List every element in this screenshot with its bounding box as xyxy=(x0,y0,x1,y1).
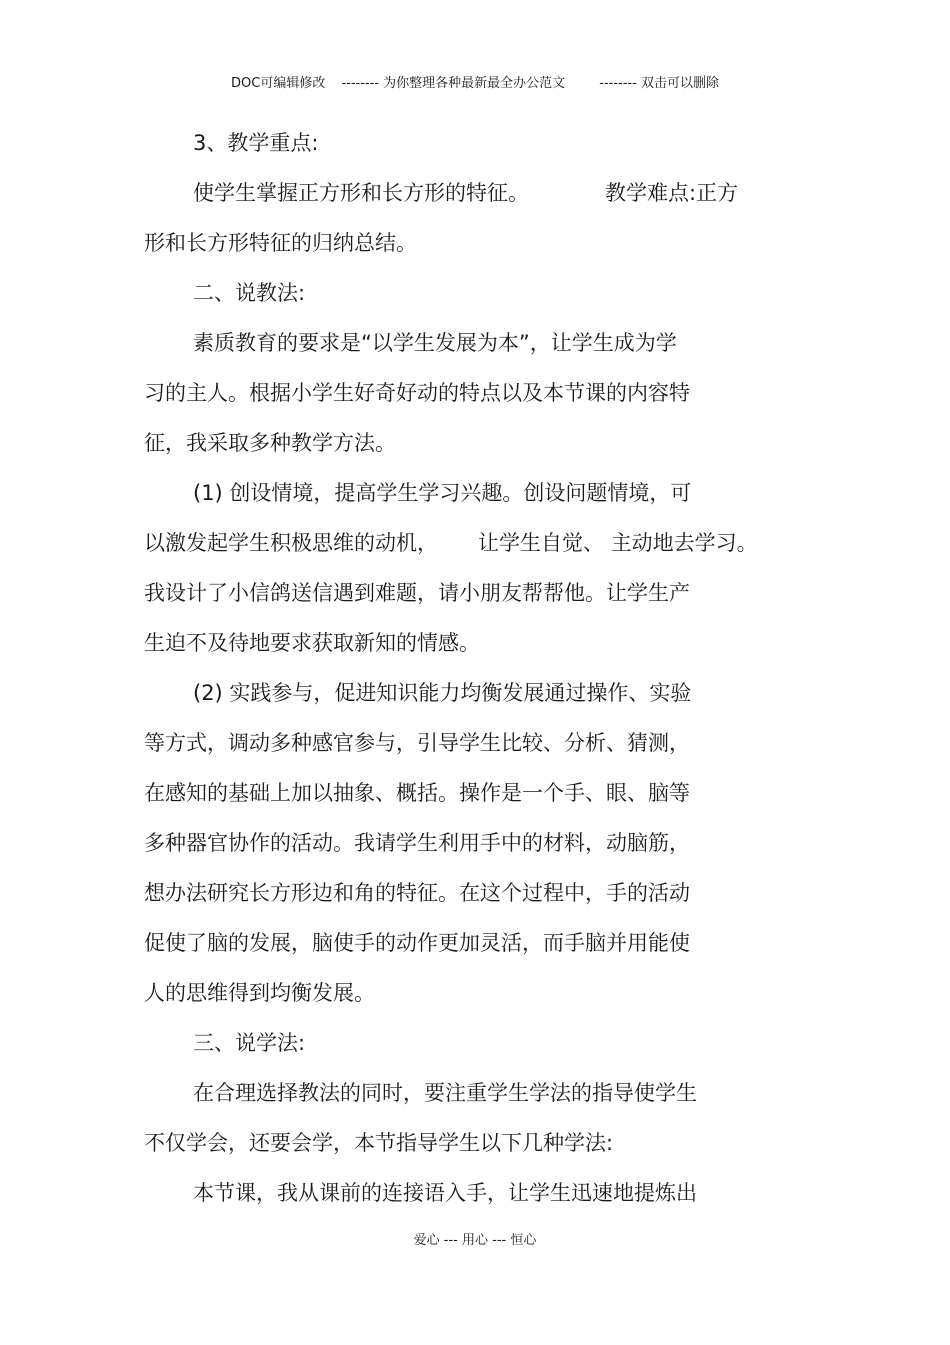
paragraph-line: 本节课，我从课前的连接语入手，让学生迅速地提炼出 xyxy=(193,1181,697,1205)
paragraph-line: 不仅学会，还要会学，本节指导学生以下几种学法: xyxy=(144,1131,614,1155)
heading-teaching-focus: 3、教学重点: xyxy=(193,131,319,155)
header-tagline: -------- 为你整理各种最新最全办公范文 xyxy=(341,76,566,91)
paragraph-line: 等方式，调动多种感官参与，引导学生比较、分析、猜测， xyxy=(144,731,690,755)
text-run: 以激发起学生积极思维的动机， xyxy=(144,531,438,555)
paragraph-line: 促使了脑的发展，脑使手的动作更加灵活，而手脑并用能使 xyxy=(144,931,690,955)
heading-learning-method: 三、说学法: xyxy=(193,1031,306,1055)
page-header xyxy=(0,72,950,91)
page-footer: 爱心 --- 用心 --- 恒心 xyxy=(413,1233,537,1248)
paragraph-line xyxy=(144,529,758,557)
paragraph-line: 多种器官协作的活动。我请学生利用手中的材料，动脑筋， xyxy=(144,831,690,855)
paragraph-line: (1) 创设情境，提高学生学习兴趣。创设问题情境，可 xyxy=(193,481,692,505)
text-run: 让学生自觉、 主动地去学习。 xyxy=(478,531,758,555)
heading-teaching-method: 二、说教法: xyxy=(193,281,306,305)
paragraph-line: 生迫不及待地要求获取新知的情感。 xyxy=(144,631,480,655)
paragraph-line: 人的思维得到均衡发展。 xyxy=(144,981,375,1005)
paragraph-line: (2) 实践参与，促进知识能力均衡发展通过操作、实验 xyxy=(193,681,692,705)
paragraph-line: 习的主人。根据小学生好奇好动的特点以及本节课的内容特 xyxy=(144,381,690,405)
header-title: DOC可编辑修改 xyxy=(231,76,326,91)
text-run: 使学生掌握正方形和长方形的特征。 xyxy=(193,181,529,205)
header-note: -------- 双击可以删除 xyxy=(599,76,719,91)
paragraph-line: 想办法研究长方形边和角的特征。在这个过程中，手的活动 xyxy=(144,881,690,905)
paragraph-line: 在感知的基础上加以抽象、概括。操作是一个手、眼、脑等 xyxy=(144,781,690,805)
paragraph-line: 我设计了小信鸽送信遇到难题，请小朋友帮帮他。让学生产 xyxy=(144,581,690,605)
paragraph-line: 形和长方形特征的归纳总结。 xyxy=(144,231,417,255)
paragraph-line xyxy=(193,179,738,207)
paragraph-line: 征，我采取多种教学方法。 xyxy=(144,431,396,455)
text-run: 教学难点:正方 xyxy=(605,181,739,205)
paragraph-line: 在合理选择教法的同时，要注重学生学法的指导使学生 xyxy=(193,1081,697,1105)
paragraph-line: 素质教育的要求是“以学生发展为本”，让学生成为学 xyxy=(193,331,677,355)
